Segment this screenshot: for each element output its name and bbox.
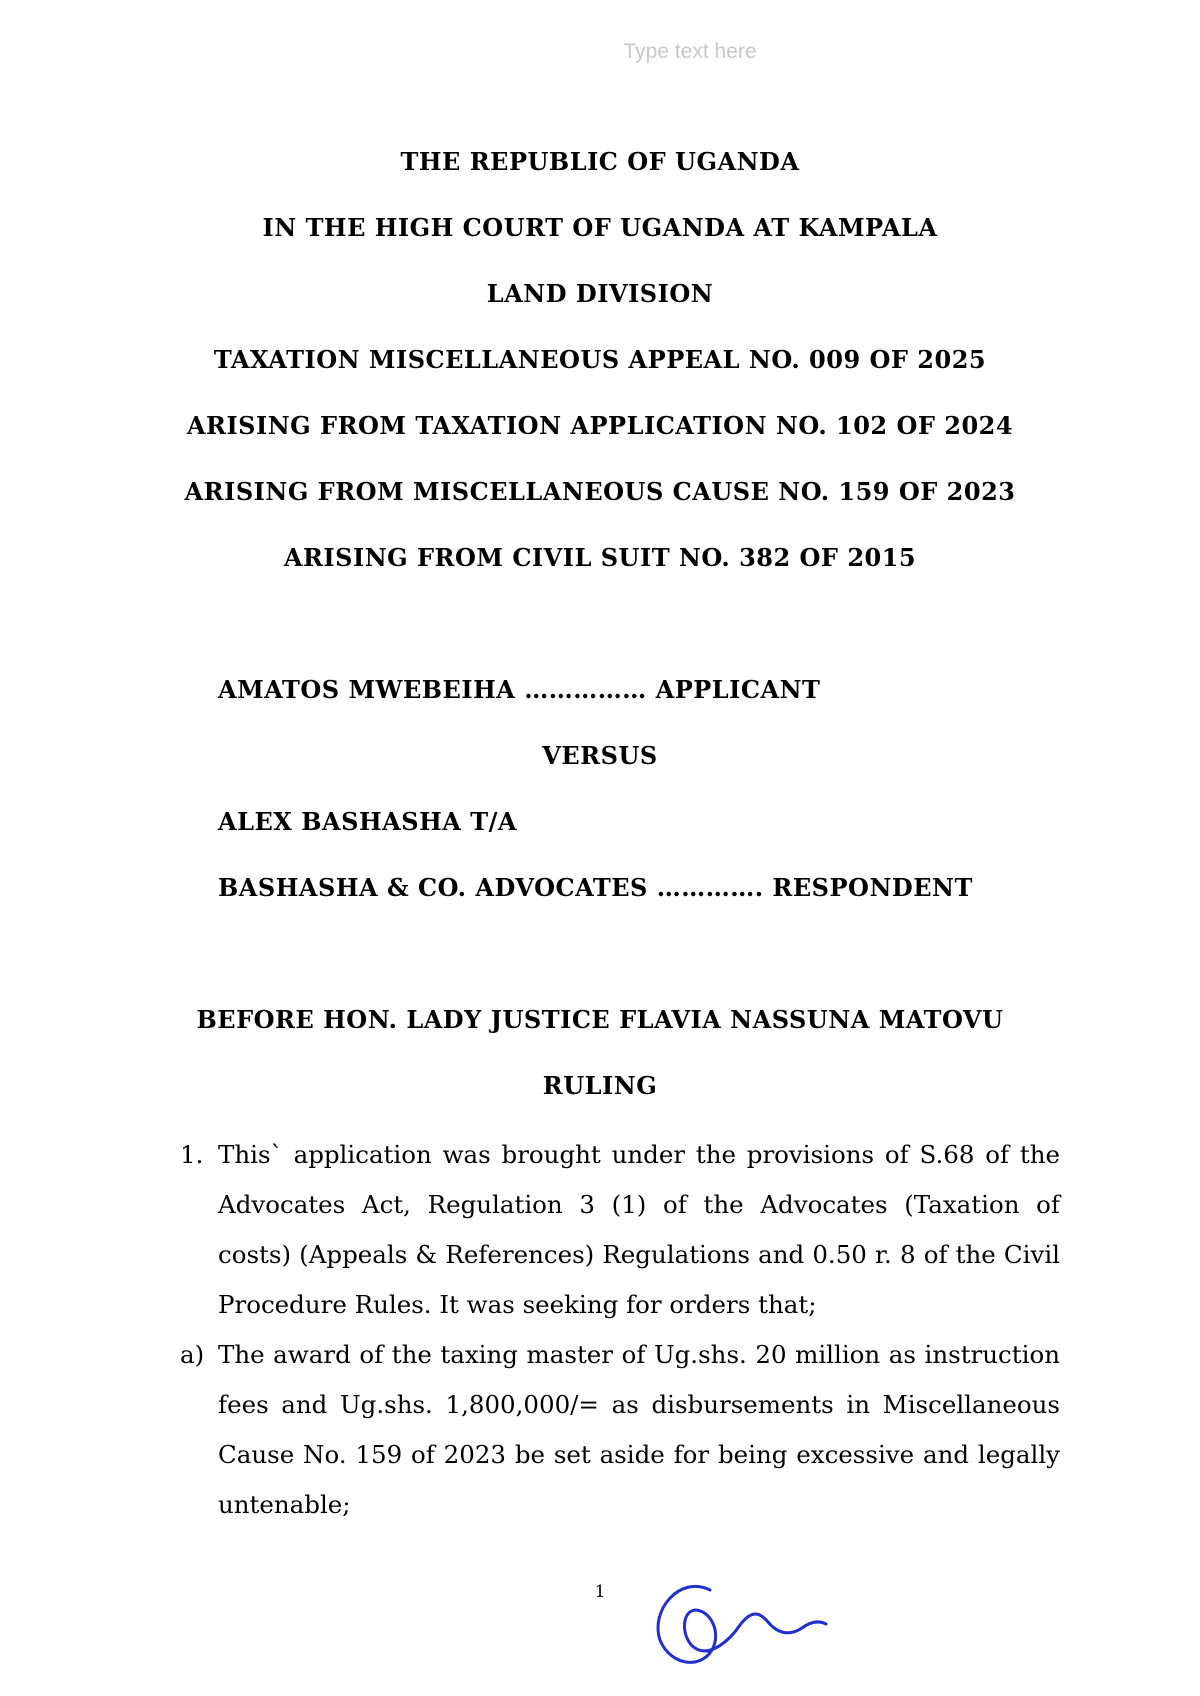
- paragraph-text: This` application was brought under the provisions of S.68 of the Advocates Act, Regulation 3 (1) of the Advocates (Taxation of costs) (Appeals & References) Regulations and 0.50 r. 8 of the Civil Procedure Rules. It was seeking for orders that;: [218, 1140, 1060, 1319]
- division-heading: LAND DIVISION: [486, 279, 714, 308]
- paragraph-marker: 1.: [180, 1140, 204, 1169]
- signature-icon: [640, 1570, 840, 1680]
- court-heading: IN THE HIGH COURT OF UGANDA AT KAMPALA: [262, 213, 938, 242]
- applicant-line: AMATOS MWEBEIHA …………… APPLICANT: [218, 675, 821, 704]
- paragraph-marker: a): [180, 1340, 205, 1369]
- respondent-line-1: ALEX BASHASHA T/A: [218, 807, 518, 836]
- ruling-title: RULING: [542, 1071, 658, 1100]
- page-number: 1: [594, 1582, 606, 1602]
- header-placeholder-text[interactable]: Type text here: [623, 40, 757, 63]
- respondent-line-2: BASHASHA & CO. ADVOCATES …………. RESPONDENT: [218, 873, 973, 902]
- arising-from-suit: ARISING FROM CIVIL SUIT NO. 382 OF 2015: [283, 543, 917, 572]
- arising-from-application: ARISING FROM TAXATION APPLICATION NO. 102 OF 2024: [186, 411, 1014, 440]
- arising-from-cause: ARISING FROM MISCELLANEOUS CAUSE NO. 159 OF 2023: [184, 477, 1016, 506]
- paragraph-text: The award of the taxing master of Ug.shs. 20 million as instruction fees and Ug.shs. 1,800,000/= as disbursements in Miscellaneous Cause No. 159 of 2023 be set aside for being excessive and legally untenable;: [218, 1340, 1060, 1519]
- appeal-number: TAXATION MISCELLANEOUS APPEAL NO. 009 OF 2025: [213, 345, 987, 374]
- republic-heading: THE REPUBLIC OF UGANDA: [400, 147, 800, 176]
- versus-label: VERSUS: [542, 741, 658, 770]
- before-judge: BEFORE HON. LADY JUSTICE FLAVIA NASSUNA MATOVU: [196, 1005, 1004, 1034]
